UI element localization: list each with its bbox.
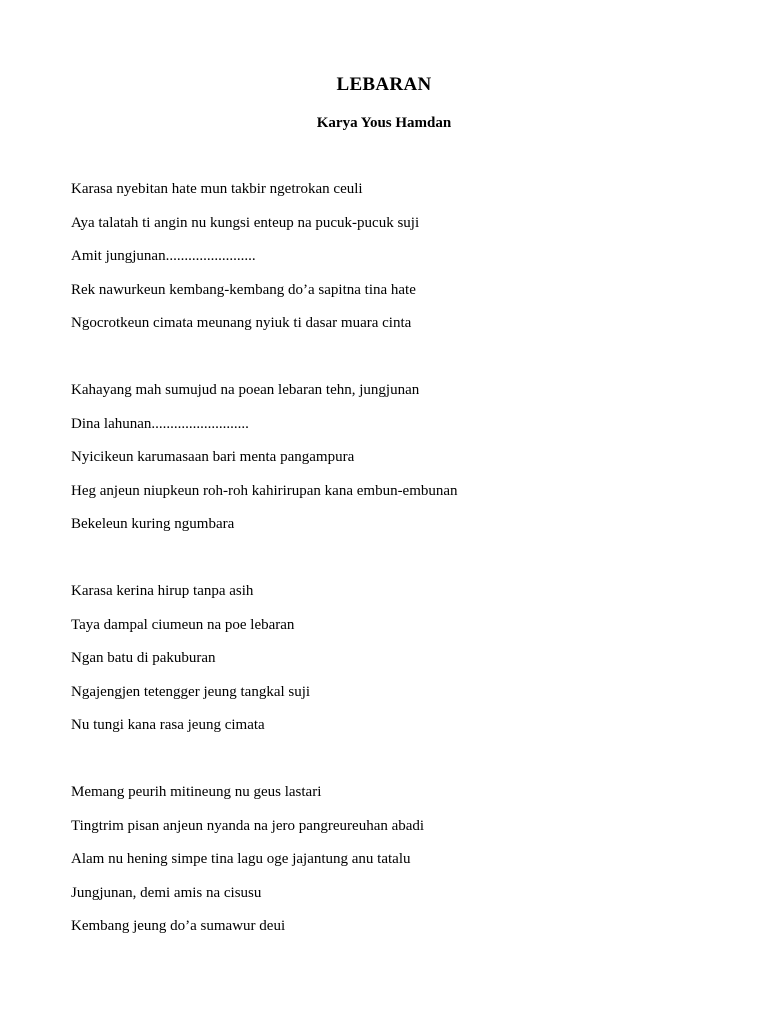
poem-line: Kahayang mah sumujud na poean lebaran tehn, jungjunan [71, 382, 420, 398]
stanza-gap [71, 347, 711, 381]
poem-line: Kembang jeung do’a sumawur deui [71, 918, 286, 934]
stanza-gap [71, 749, 711, 783]
poem-line: Rek nawurkeun kembang-kembang do’a sapitna tina hate [71, 281, 416, 298]
stanza-2 [71, 380, 711, 548]
poem-line: Dina lahunan.......................... [71, 415, 249, 432]
poem-line: Ngajengjen tetengger jeung tangkal suji [71, 683, 311, 700]
poem-body [71, 179, 711, 950]
poem-author: Karya Yous Hamdan [316, 115, 452, 131]
poem-line: Karasa nyebitan hate mun takbir ngetrokan ceuli [71, 181, 363, 197]
poem-line: Karasa kerina hirup tanpa asih [71, 583, 254, 599]
stanza-3 [71, 581, 711, 749]
stanza-4 [71, 782, 711, 950]
stanza-gap [71, 548, 711, 582]
poem-line: Alam nu hening simpe tina lagu oge jajantung anu tatalu [71, 851, 411, 867]
poem-line: Heg anjeun niupkeun roh-roh kahirirupan kana embun-embunan [71, 482, 458, 499]
poem-line: Nu tungi kana rasa jeung cimata [71, 717, 265, 733]
poem-line: Ngan batu di pakuburan [71, 650, 216, 666]
poem-line: Ngocrotkeun cimata meunang nyiuk ti dasar muara cinta [71, 315, 412, 331]
stanza-1 [71, 179, 711, 347]
poem-line: Amit jungjunan........................ [71, 248, 256, 264]
poem-line: Bekeleun kuring ngumbara [71, 516, 235, 532]
poem-title: LEBARAN [336, 74, 432, 95]
poem-line: Aya talatah ti angin nu kungsi enteup na pucuk-pucuk suji [71, 214, 420, 231]
poem-line: Memang peurih mitineung nu geus lastari [71, 784, 322, 800]
poem-line: Jungjunan, demi amis na cisusu [71, 884, 262, 901]
poem-line: Nyicikeun karumasaan bari menta pangampura [71, 449, 355, 465]
poem-line: Taya dampal ciumeun na poe lebaran [71, 616, 295, 633]
poem-line: Tingtrim pisan anjeun nyanda na jero pangreureuhan abadi [71, 817, 425, 834]
